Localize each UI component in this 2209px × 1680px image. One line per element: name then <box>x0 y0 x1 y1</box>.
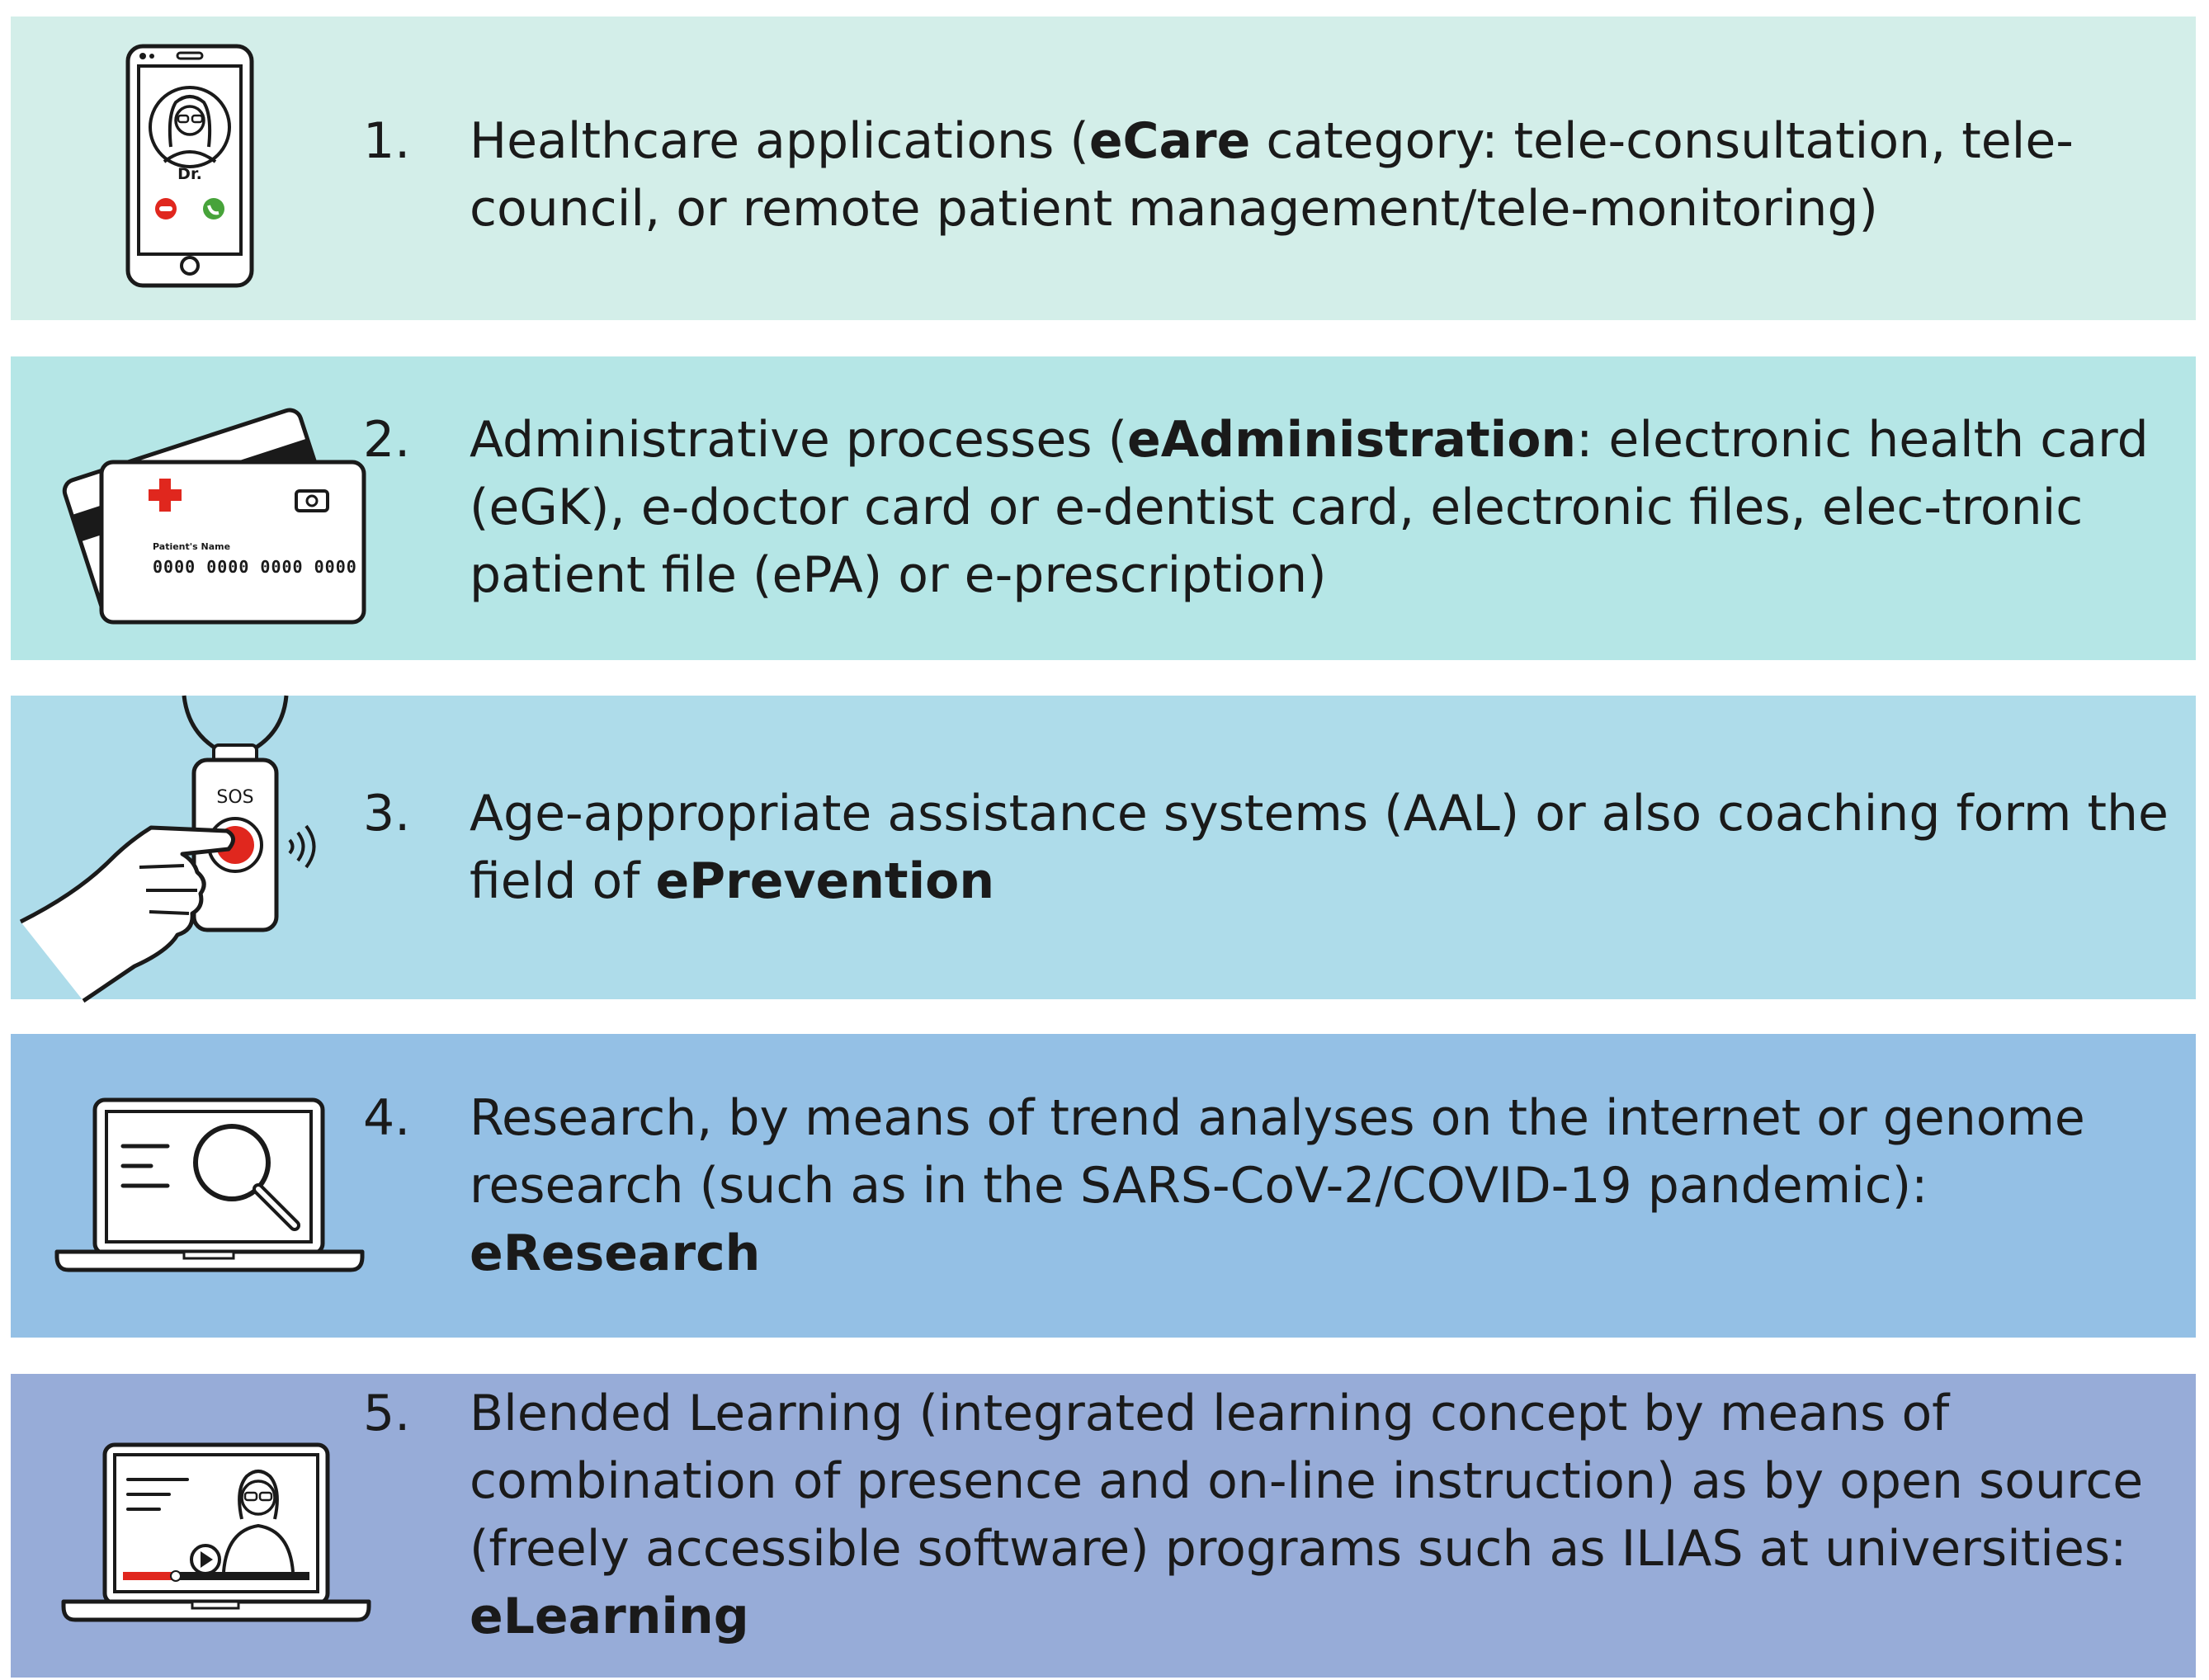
smartphone-doctor-call-icon <box>44 17 374 320</box>
item-text: Administrative processes (eAdministration: electronic health card (eGK), e-doctor card or e-dentist card, electronic files, elec-tronic patient file (ePA) or e-prescription) <box>470 411 2149 604</box>
item-keyword: eAdministration <box>1127 411 1577 469</box>
item-number: 2. <box>363 411 411 469</box>
item-keyword: eLearning <box>470 1588 749 1645</box>
item-keyword: ePrevention <box>655 852 995 910</box>
item-text: Age-appropriate assistance systems (AAL) or also coaching form the field of ePrevention <box>470 785 2169 910</box>
band-eresearch <box>11 1034 2196 1338</box>
band-eadministration <box>11 356 2196 660</box>
patient-name-label: Patient's Name <box>153 541 231 552</box>
sos-emergency-button-icon <box>44 696 374 999</box>
band-elearning <box>11 1374 2196 1678</box>
band-ecare <box>11 17 2196 320</box>
item-keyword: eCare <box>1088 112 1251 170</box>
doctor-label: Dr. <box>177 165 202 183</box>
band-eprevention <box>11 696 2196 999</box>
sos-label: SOS <box>216 787 254 808</box>
item-number: 5. <box>363 1385 411 1442</box>
item-number: 4. <box>363 1089 411 1147</box>
laptop-magnifier-icon <box>44 1034 374 1338</box>
item-text: Blended Learning (integrated learning concept by means of combination of presence and on-line instruction) as by open source (freely accessible software) programs such as ILIAS at universities: eLearning <box>470 1385 2144 1645</box>
item-text: Research, by means of trend analyses on the internet or genome research (such as in the SARS-CoV-2/COVID-19 pandemic): eResearch <box>470 1089 2085 1282</box>
item-text: Healthcare applications (eCare category: tele-consultation, tele-council, or remote patient management/tele-monitoring) <box>470 112 2074 238</box>
item-keyword: eResearch <box>470 1225 761 1282</box>
card-number: 0000 0000 0000 0000 <box>153 557 357 577</box>
item-number: 3. <box>363 785 411 842</box>
item-number: 1. <box>363 112 411 170</box>
health-card-icon <box>44 356 374 660</box>
laptop-video-lecture-icon <box>44 1374 374 1678</box>
